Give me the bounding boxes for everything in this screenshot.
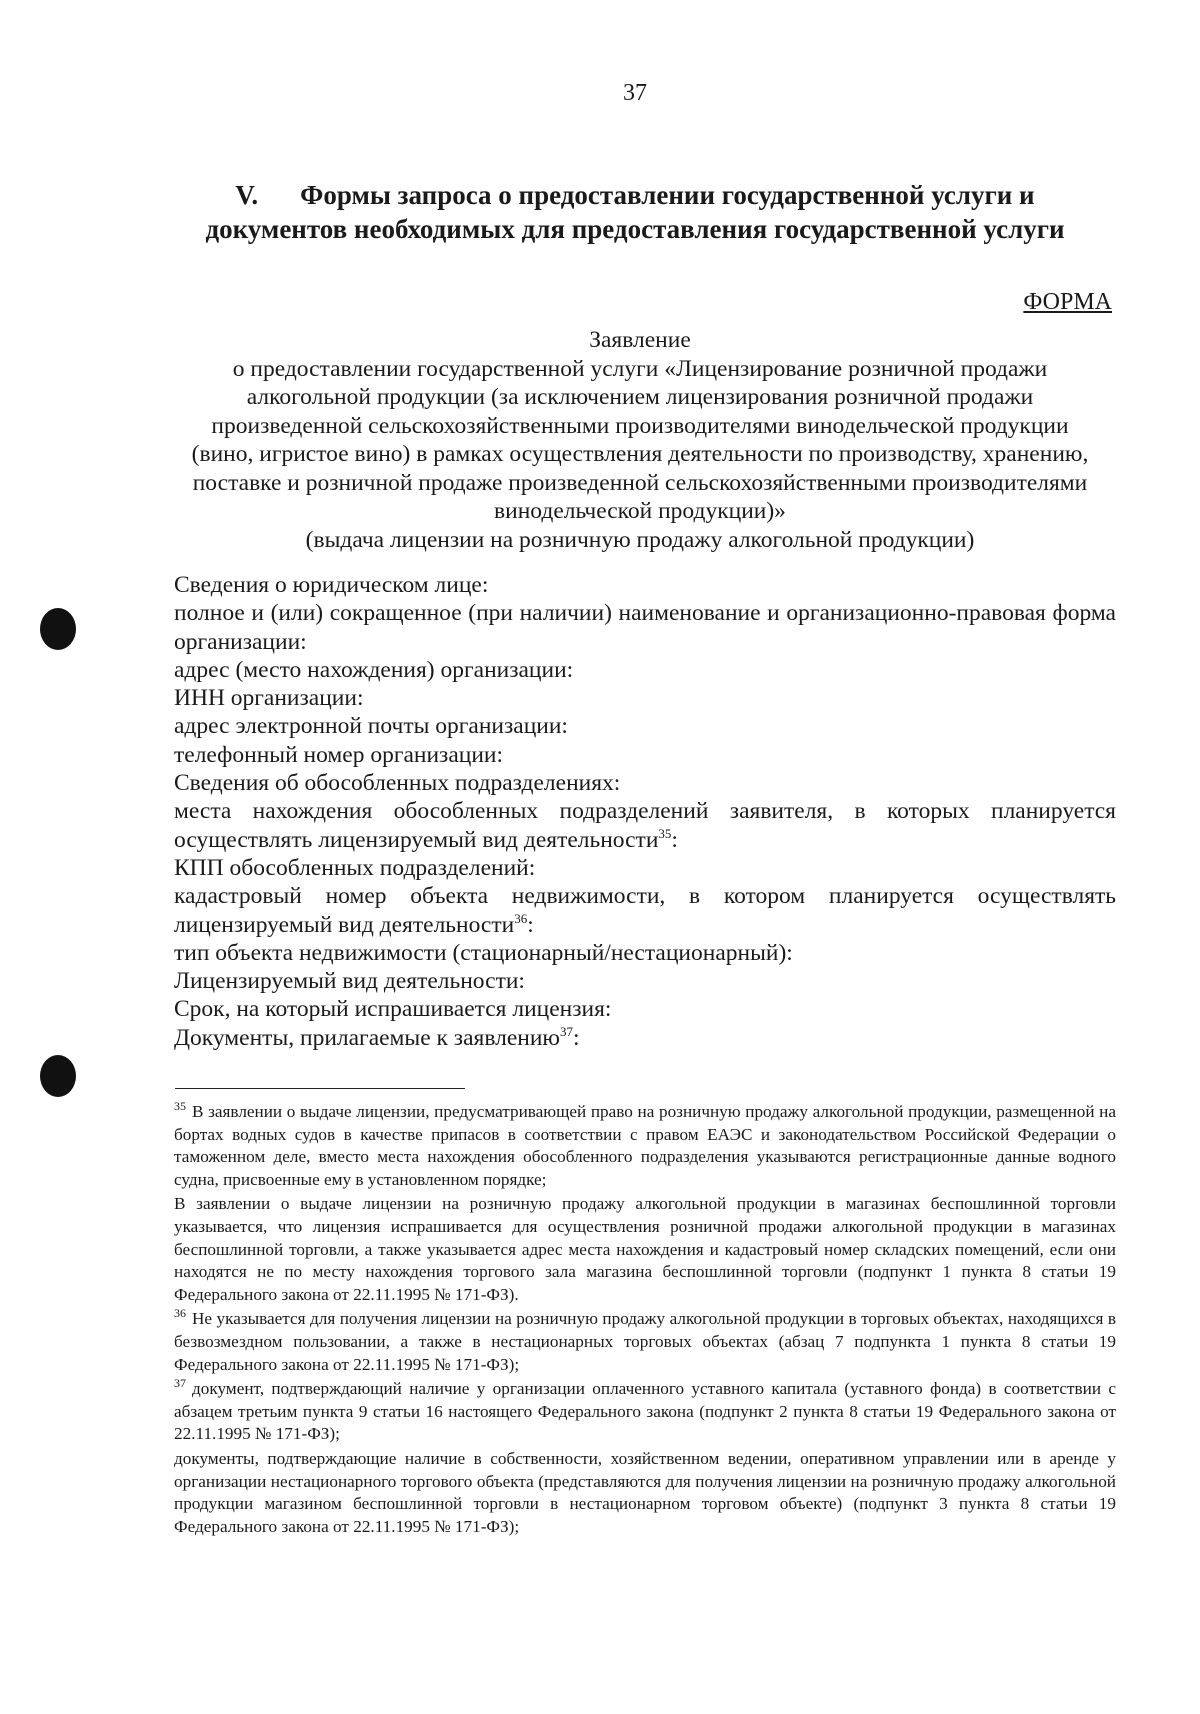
field-org-phone: телефонный номер организации: bbox=[174, 741, 504, 768]
footnote-ref-36: 36 bbox=[514, 910, 528, 926]
title-line: Заявление bbox=[589, 327, 691, 353]
application-fields bbox=[174, 571, 1116, 1052]
title-line: произведенной сельскохозяйственными производителями винодельческой продукции bbox=[211, 412, 1069, 439]
field-colon: : bbox=[527, 911, 534, 938]
punch-hole-top bbox=[40, 608, 76, 650]
punch-hole-bottom bbox=[40, 1055, 76, 1097]
heading-line-1: Формы запроса о предоставлении государственной услуги и bbox=[300, 180, 1035, 210]
footnote-marker-37: 37 bbox=[174, 1376, 186, 1391]
title-line: (вино, игристое вино) в рамках осуществления деятельности по производству, хранению, bbox=[191, 441, 1089, 467]
title-line: поставке и розничной продаже произведенной сельскохозяйственными производителями bbox=[192, 469, 1088, 496]
field-subdivision-kpp: КПП обособленных подразделений: bbox=[174, 854, 536, 881]
footnote-37-a bbox=[174, 1378, 1116, 1446]
form-label: ФОРМА bbox=[1023, 289, 1112, 315]
footnote-ref-35: 35 bbox=[658, 825, 672, 841]
footnote-separator bbox=[175, 1088, 465, 1089]
title-line: (выдача лицензии на розничную продажу алкогольной продукции) bbox=[305, 526, 975, 553]
page-number: 37 bbox=[623, 80, 647, 106]
footnote-marker-35: 35 bbox=[174, 1099, 186, 1113]
field-subdivisions-header: Сведения об обособленных подразделениях: bbox=[174, 770, 621, 797]
field-subdivision-locations bbox=[174, 797, 1116, 854]
field-attached-documents-text: Документы, прилагаемые к заявлению bbox=[174, 1024, 560, 1051]
field-cadastral-number bbox=[174, 882, 1116, 939]
footnote-37-a-text: документ, подтверждающий наличие у организации оплаченного уставного капитала (уставного фонда) в соответствии с абзацем третьим пункта 9 статьи 16 настоящего Федерального закона (подпункт 2 пункта 8 статьи 19 Федерального закона от 22.11.1995 № 171-ФЗ); bbox=[174, 1379, 1116, 1444]
footnote-35-b: В заявлении о выдаче лицензии на розничную продажу алкогольной продукции в магазинах беспошлинной торговли указывается, что лицензия испрашивается для осуществления розничной продажи алкогольной продукции в магазинах беспошлинной торговли, а также указывается адрес места нахождения и кадастровый номер складских помещений, если они находятся не по месту нахождения торгового зала магазина беспошлинной торговли (подпункт 1 пункта 8 статьи 19 Федерального закона от 22.11.1995 № 171-ФЗ). bbox=[174, 1194, 1116, 1304]
field-cadastral-number-text: кадастровый номер объекта недвижимости, в котором планируется осуществлять лицензируемый вид деятельности bbox=[174, 883, 1116, 938]
footnote-36-text: Не указывается для получения лицензии на розничную продажу алкогольной продукции в торговых объектах, находящихся в безвозмездном пользовании, а также в нестационарных торговых объектах (абзац 7 подпункта 1 пункта 8 статьи 19 Федерального закона от 22.11.1995 № 171-ФЗ); bbox=[174, 1309, 1116, 1374]
field-org-address: адрес (место нахождения) организации: bbox=[174, 656, 574, 683]
section-heading bbox=[150, 178, 1120, 246]
field-property-type: тип объекта недвижимости (стационарный/нестационарный): bbox=[174, 939, 793, 966]
field-licensed-activity: Лицензируемый вид деятельности: bbox=[174, 968, 525, 995]
field-subdivision-locations-text: места нахождения обособленных подразделений заявителя, в которых планируется осуществлять лицензируемый вид деятельности bbox=[174, 798, 1116, 853]
title-line: винодельческой продукции)» bbox=[494, 498, 786, 524]
field-colon: : bbox=[671, 826, 678, 853]
title-line: алкогольной продукции (за исключением лицензирования розничной продажи bbox=[246, 384, 1034, 410]
field-org-name: полное и (или) сокращенное (при наличии) наименование и организационно-правовая форма организации: bbox=[174, 600, 1116, 655]
heading-line-2: документов необходимых для предоставления государственной услуги bbox=[205, 214, 1065, 244]
title-line: о предоставлении государственной услуги «Лицензирование розничной продажи bbox=[232, 355, 1048, 382]
field-org-email: адрес электронной почты организации: bbox=[174, 713, 568, 740]
footnote-ref-37: 37 bbox=[559, 1023, 573, 1039]
application-title bbox=[170, 326, 1110, 554]
field-attached-documents bbox=[174, 1024, 1116, 1052]
field-license-term: Срок, на который испрашивается лицензия: bbox=[174, 996, 612, 1023]
footnote-36 bbox=[174, 1308, 1116, 1376]
field-legal-entity-header: Сведения о юридическом лице: bbox=[174, 572, 489, 598]
footnote-35-a bbox=[174, 1101, 1116, 1191]
footnote-37-b: документы, подтверждающие наличие в собственности, хозяйственном ведении, оперативном управлении или в аренде у организации нестационарного торгового объекта (представляются для получения лицензии на розничную продажу алкогольной продукции магазином беспошлинной торговли в нестационарном торговом объекте) (подпункт 3 пункта 8 статьи 19 Федерального закона от 22.11.1995 № 171-ФЗ); bbox=[174, 1448, 1116, 1536]
footnote-marker-36: 36 bbox=[174, 1306, 186, 1321]
footnote-35-a-text: В заявлении о выдаче лицензии, предусматривающей право на розничную продажу алкогольной продукции, размещенной на бортах водных судов в качестве припасов в соответствии с правом ЕАЭС и законодательством Российской Федерации о таможенном деле, вместо места нахождения обособленного подразделения указываются регистрационные данные водного судна, присвоенные ему в установленном порядке; bbox=[174, 1102, 1116, 1189]
section-number: V. bbox=[235, 180, 259, 210]
footnotes bbox=[174, 1101, 1116, 1540]
field-colon: : bbox=[572, 1024, 580, 1051]
field-org-inn: ИНН организации: bbox=[174, 685, 364, 712]
